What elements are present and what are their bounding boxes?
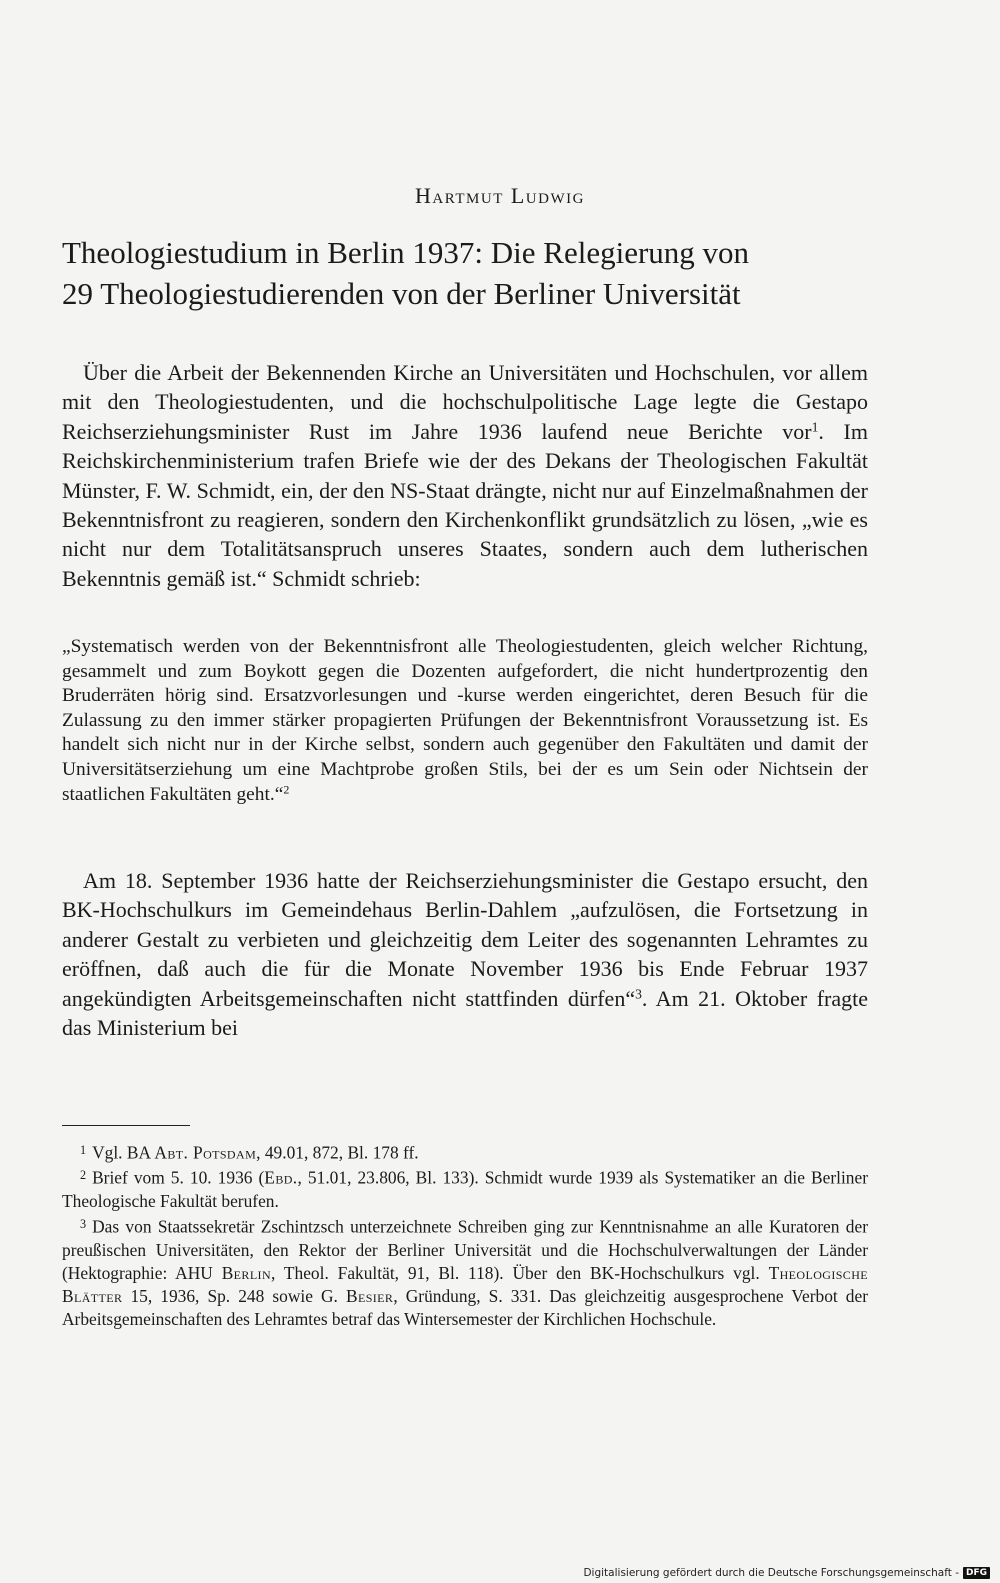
footnote-source: Theologische Blätter <box>62 1262 868 1306</box>
credit-text: Digitalisierung gefördert durch die Deutsche Forschungsgemeinschaft - <box>583 1567 959 1579</box>
footnote-number: 2 <box>80 1168 87 1183</box>
footnote-source: Abt. Potsdam <box>154 1142 257 1163</box>
footnote-ref-2[interactable]: 2 <box>283 781 290 796</box>
footnote-text: , Theol. Fakultät, 91, Bl. 118). Über den BK-Hochschulkurs vgl. <box>271 1262 769 1283</box>
footnote-text: , 51.01, 23.806, Bl. 133). Schmidt wurde 1939 als Systematiker an die Berliner Theologische Fakultät berufen. <box>62 1167 869 1211</box>
body-paragraph-2 <box>62 866 868 1042</box>
footnote-3 <box>62 1213 868 1331</box>
footnote-text: Vgl. BA <box>92 1142 155 1163</box>
footnote-source: Ebd. <box>264 1167 298 1188</box>
block-quote <box>62 635 868 807</box>
footnote-text: Das von Staatssekretär Zschintzsch unterzeichnete Schreiben ging zur Kenntnisnahme an alle Kuratoren der preußischen Universitäten, den Rektor der Berliner Universität und die Hochschulverwaltungen der Länder (Hektographie: AHU <box>62 1216 868 1283</box>
footnote-1 <box>62 1139 868 1164</box>
paragraph-text: Über die Arbeit der Bekennenden Kirche an Universitäten und Hochschulen, vor allem mit den Theologiestudenten, und die hochschulpolitische Lage legte die Gestapo Reichserziehungsminister Rust im Jahre 1936 laufend neue Berichte vor <box>62 360 868 444</box>
footnote-text: , 49.01, 872, Bl. 178 ff. <box>256 1142 419 1163</box>
footnote-source: Berlin <box>221 1262 272 1283</box>
paragraph-text: . Im Reichskirchenministerium trafen Briefe wie der des Dekans der Theologischen Fakultät Münster, F. W. Schmidt, ein, der den NS-Staat drängte, nicht nur auf Einzelmaßnahmen der Bekenntnisfront zu reagieren, sondern den Kirchenkonflikt grundsätzlich zu lösen, „wie es nicht nur dem Totalitätsanspruch unseres Staates, sondern auch dem lutherischen Bekenntnis gemäß ist.“ Schmidt schrieb: <box>62 418 868 591</box>
footnote-number: 3 <box>80 1217 87 1232</box>
paragraph-text: Am 18. September 1936 hatte der Reichserziehungsminister die Gestapo ersucht, den BK-Hochschulkurs im Gemeindehaus Berlin-Dahlem „aufzulösen, die Fortsetzung in anderer Gestalt zu verbieten und gleichzeitig dem Leiter des sogenannten Lehramtes zu eröffnen, daß auch die für die Monate November 1936 bis Ende Februar 1937 angekündigten Arbeitsgemeinschaften nicht stattfinden dürfen“ <box>62 868 868 1011</box>
footnotes <box>62 1139 868 1331</box>
quote-text: „Systematisch werden von der Bekenntnisfront alle Theologiestudenten, gleich welcher Richtung, gesammelt und zum Boykott gegen die Dozenten aufgefordert, die nicht hundertprozentig den Bruderräten hörig sind. Ersatzvorlesungen und -kurse werden eingerichtet, deren Besuch für die Zulassung zu den immer stärker propagierten Prüfungen der Bekenntnisfront Voraussetzung ist. Es handelt sich nicht nur in der Kirche selbst, sondern auch gegenüber den Fakultäten und damit der Universitätserziehung um eine Machtprobe großen Stils, bei der es um Sein oder Nichtsein der staatlichen Fakultäten geht.“ <box>62 636 868 805</box>
footnote-number: 1 <box>80 1143 87 1157</box>
footnote-text: Brief vom 5. 10. 1936 ( <box>92 1167 265 1188</box>
funding-credit <box>583 1567 990 1579</box>
footnote-ref-1[interactable]: 1 <box>811 419 819 435</box>
footnote-divider <box>62 1125 190 1126</box>
author-name: Hartmut Ludwig <box>415 183 585 208</box>
article-title <box>62 232 942 314</box>
body-paragraph-1 <box>62 358 868 593</box>
footnote-ref-3[interactable]: 3 <box>635 986 642 1002</box>
footnote-source: Besier <box>345 1285 394 1306</box>
title-line-2: 29 Theologiestudierenden von der Berliner Universität <box>62 276 741 311</box>
paragraph-text: . Am 21. Oktober fragte das Ministerium bei <box>62 985 869 1041</box>
footnote-2 <box>62 1164 868 1213</box>
dfg-logo-icon: DFG <box>963 1567 990 1579</box>
footnote-text: 15, 1936, Sp. 248 sowie G. <box>122 1285 346 1306</box>
footnote-text: , Gründung, S. 331. Das gleichzeitig ausgesprochene Verbot der Arbeitsgemeinschaften des Lehramtes betraf das Wintersemester der Kirchlichen Hochschule. <box>62 1285 868 1330</box>
title-line-1: Theologiestudium in Berlin 1937: Die Relegierung von <box>62 235 750 270</box>
